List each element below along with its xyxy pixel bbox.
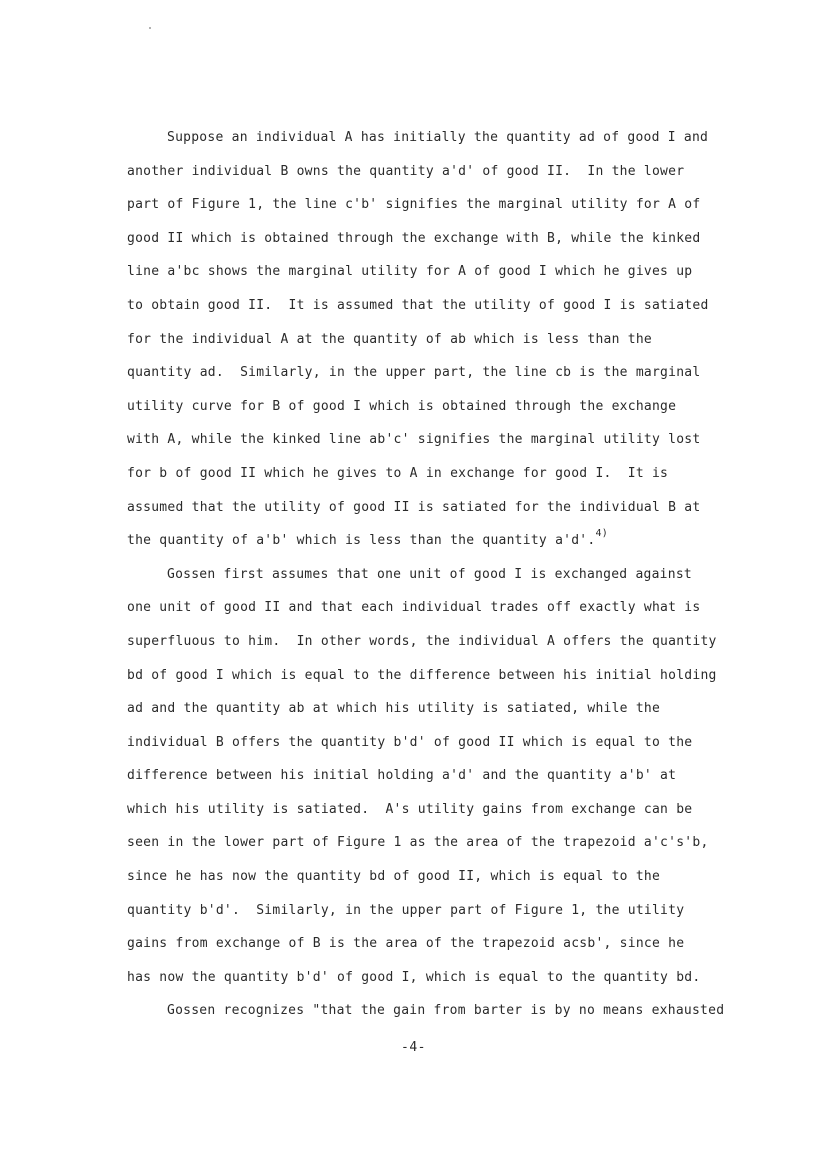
text-line: gains from exchange of B is the area of the trapezoid acsb', since he bbox=[127, 936, 685, 952]
text-line: to obtain good II. It is assumed that the utility of good I is satiated bbox=[127, 297, 709, 313]
footnote-reference: 4) bbox=[595, 527, 608, 539]
text-line: one unit of good II and that each individual trades off exactly what is bbox=[127, 600, 701, 616]
text-line: quantity b'd'. Similarly, in the upper part of Figure 1, the utility bbox=[127, 902, 685, 918]
text-line-content: the quantity of a'b' which is less than the quantity a'd'. bbox=[127, 533, 596, 549]
text-line: line a'bc shows the marginal utility for A of good I which he gives up bbox=[127, 264, 693, 280]
text-line: since he has now the quantity bd of good II, which is equal to the bbox=[127, 869, 661, 885]
text-line: Gossen recognizes "that the gain from barter is by no means exhausted bbox=[167, 1003, 725, 1019]
text-line: individual B offers the quantity b'd' of good II which is equal to the bbox=[127, 734, 693, 750]
text-line: difference between his initial holding a'd' and the quantity a'b' at bbox=[127, 768, 677, 784]
text-line: superfluous to him. In other words, the individual A offers the quantity bbox=[127, 633, 717, 649]
text-line: Gossen first assumes that one unit of good I is exchanged against bbox=[167, 566, 692, 582]
body-text bbox=[127, 121, 767, 1028]
text-line: good II which is obtained through the exchange with B, while the kinked bbox=[127, 230, 701, 246]
text-line: has now the quantity b'd' of good I, which is equal to the quantity bd. bbox=[127, 969, 701, 985]
text-line: part of Figure 1, the line c'b' signifies the marginal utility for A of bbox=[127, 197, 701, 213]
text-line: seen in the lower part of Figure 1 as the area of the trapezoid a'c's'b, bbox=[127, 835, 709, 851]
paragraph-3 bbox=[127, 994, 767, 1028]
text-line: for the individual A at the quantity of ab which is less than the bbox=[127, 331, 652, 347]
text-line: bd of good I which is equal to the difference between his initial holding bbox=[127, 667, 717, 683]
text-line: which his utility is satiated. A's utility gains from exchange can be bbox=[127, 801, 693, 817]
page-number: -4- bbox=[401, 1040, 426, 1055]
text-line: for b of good II which he gives to A in exchange for good I. It is bbox=[127, 465, 669, 481]
text-line: with A, while the kinked line ab'c' signifies the marginal utility lost bbox=[127, 432, 701, 448]
text-line: quantity ad. Similarly, in the upper part, the line cb is the marginal bbox=[127, 365, 701, 381]
paragraph-2 bbox=[127, 558, 767, 995]
text-line: utility curve for B of good I which is obtained through the exchange bbox=[127, 398, 677, 414]
text-line: Suppose an individual A has initially the quantity ad of good I and bbox=[167, 130, 709, 145]
text-line: another individual B owns the quantity a'd' of good II. In the lower bbox=[127, 163, 685, 179]
scan-speck bbox=[149, 27, 151, 29]
paragraph-1 bbox=[127, 121, 767, 558]
text-line: ad and the quantity ab at which his utility is satiated, while the bbox=[127, 701, 661, 717]
text-line-with-footnote bbox=[127, 524, 767, 558]
text-line: assumed that the utility of good II is satiated for the individual B at bbox=[127, 499, 701, 515]
